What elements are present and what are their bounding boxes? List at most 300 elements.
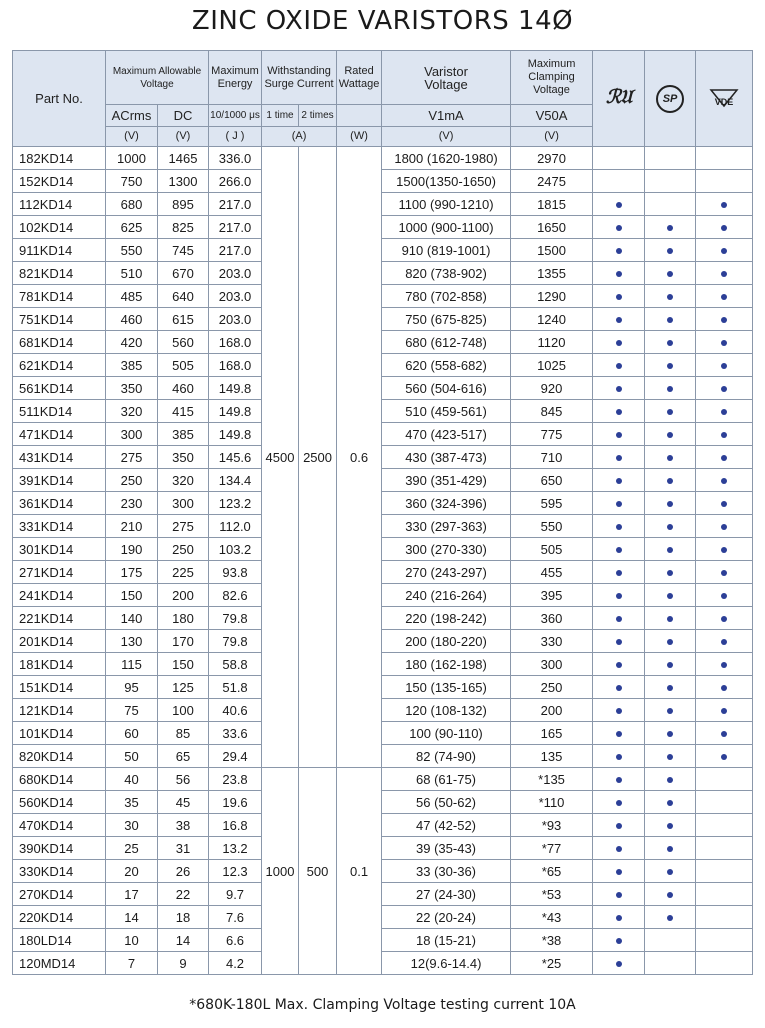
dc-value: 31 xyxy=(158,837,209,860)
acrms-value: 40 xyxy=(106,768,158,791)
part-number: 820KD14 xyxy=(13,745,106,768)
page-title: ZINC OXIDE VARISTORS 14Ø xyxy=(191,6,574,36)
ul-cert-cell xyxy=(593,906,645,929)
energy-value: 6.6 xyxy=(209,929,262,952)
energy-value: 16.8 xyxy=(209,814,262,837)
vde-cert-cell xyxy=(696,906,753,929)
part-number: 470KD14 xyxy=(13,814,106,837)
vde-cert-cell xyxy=(696,699,753,722)
surge-1-time-value: 4500 xyxy=(262,147,299,768)
part-number: 270KD14 xyxy=(13,883,106,906)
vde-cert-cell xyxy=(696,883,753,906)
certified-dot-icon xyxy=(667,708,673,714)
certified-dot-icon xyxy=(721,248,727,254)
v1ma-value: 200 (180-220) xyxy=(382,630,511,653)
acrms-value: 420 xyxy=(106,331,158,354)
header-acrms: ACrms xyxy=(106,105,158,127)
dc-value: 640 xyxy=(158,285,209,308)
vde-cert-cell xyxy=(696,584,753,607)
dc-value: 22 xyxy=(158,883,209,906)
certified-dot-icon xyxy=(616,961,622,967)
certified-dot-icon xyxy=(667,363,673,369)
energy-value: 203.0 xyxy=(209,308,262,331)
v1ma-value: 390 (351-429) xyxy=(382,469,511,492)
ul-cert-cell xyxy=(593,768,645,791)
certified-dot-icon xyxy=(616,846,622,852)
v1ma-value: 12(9.6-14.4) xyxy=(382,952,511,975)
dc-value: 9 xyxy=(158,952,209,975)
certified-dot-icon xyxy=(667,823,673,829)
v1ma-value: 1000 (900-1100) xyxy=(382,216,511,239)
acrms-value: 190 xyxy=(106,538,158,561)
header-unit: (V) xyxy=(158,127,209,147)
csa-logo-icon: SP xyxy=(656,85,684,113)
vde-logo-text: VDE xyxy=(714,97,734,107)
energy-value: 7.6 xyxy=(209,906,262,929)
header-max-allowable-voltage: Maximum Allowable Voltage xyxy=(106,51,209,105)
energy-value: 134.4 xyxy=(209,469,262,492)
certified-dot-icon xyxy=(616,386,622,392)
vde-cert-cell xyxy=(696,538,753,561)
csa-cert-cell xyxy=(645,170,696,193)
table-row xyxy=(13,699,753,722)
csa-cert-cell xyxy=(645,860,696,883)
table-row xyxy=(13,285,753,308)
v1ma-value: 100 (90-110) xyxy=(382,722,511,745)
v1ma-value: 27 (24-30) xyxy=(382,883,511,906)
header-one-time: 1 time xyxy=(262,105,299,127)
table-row xyxy=(13,331,753,354)
certified-dot-icon xyxy=(721,409,727,415)
certified-dot-icon xyxy=(721,317,727,323)
certified-dot-icon xyxy=(616,593,622,599)
csa-cert-cell xyxy=(645,745,696,768)
certified-dot-icon xyxy=(721,386,727,392)
energy-value: 266.0 xyxy=(209,170,262,193)
energy-value: 145.6 xyxy=(209,446,262,469)
acrms-value: 210 xyxy=(106,515,158,538)
dc-value: 56 xyxy=(158,768,209,791)
dc-value: 45 xyxy=(158,791,209,814)
energy-value: 93.8 xyxy=(209,561,262,584)
acrms-value: 550 xyxy=(106,239,158,262)
ul-cert-cell xyxy=(593,860,645,883)
csa-cert-cell xyxy=(645,952,696,975)
v50a-value: 200 xyxy=(511,699,593,722)
certified-dot-icon xyxy=(667,317,673,323)
acrms-value: 275 xyxy=(106,446,158,469)
certified-dot-icon xyxy=(667,869,673,875)
surge-1-time-value: 1000 xyxy=(262,768,299,975)
header-vde-cert xyxy=(696,51,753,147)
csa-cert-cell xyxy=(645,630,696,653)
ul-cert-cell xyxy=(593,676,645,699)
acrms-value: 625 xyxy=(106,216,158,239)
part-number: 102KD14 xyxy=(13,216,106,239)
header-v50a: V50A xyxy=(511,105,593,127)
energy-value: 79.8 xyxy=(209,630,262,653)
ul-cert-cell xyxy=(593,952,645,975)
table-row xyxy=(13,952,753,975)
energy-value: 149.8 xyxy=(209,423,262,446)
part-number: 821KD14 xyxy=(13,262,106,285)
v1ma-value: 150 (135-165) xyxy=(382,676,511,699)
ul-cert-cell xyxy=(593,837,645,860)
certified-dot-icon xyxy=(667,616,673,622)
table-row xyxy=(13,400,753,423)
certified-dot-icon xyxy=(616,409,622,415)
header-withstanding-surge: Withstanding Surge Current xyxy=(262,51,337,105)
v50a-value: 2475 xyxy=(511,170,593,193)
header-unit: (V) xyxy=(382,127,511,147)
dc-value: 300 xyxy=(158,492,209,515)
acrms-value: 150 xyxy=(106,584,158,607)
certified-dot-icon xyxy=(616,294,622,300)
certified-dot-icon xyxy=(616,317,622,323)
certified-dot-icon xyxy=(616,823,622,829)
v50a-value: 2970 xyxy=(511,147,593,170)
v50a-value: 550 xyxy=(511,515,593,538)
part-number: 101KD14 xyxy=(13,722,106,745)
vde-cert-cell xyxy=(696,216,753,239)
csa-cert-cell xyxy=(645,147,696,170)
vde-cert-cell xyxy=(696,331,753,354)
part-number: 681KD14 xyxy=(13,331,106,354)
energy-value: 168.0 xyxy=(209,354,262,377)
csa-cert-cell xyxy=(645,584,696,607)
vde-cert-cell xyxy=(696,676,753,699)
ul-cert-cell xyxy=(593,561,645,584)
certified-dot-icon xyxy=(667,340,673,346)
v50a-value: *53 xyxy=(511,883,593,906)
v50a-value: 330 xyxy=(511,630,593,653)
ul-cert-cell xyxy=(593,584,645,607)
ul-cert-cell xyxy=(593,492,645,515)
v50a-value: 650 xyxy=(511,469,593,492)
table-row xyxy=(13,584,753,607)
table-row xyxy=(13,676,753,699)
dc-value: 385 xyxy=(158,423,209,446)
table-row xyxy=(13,193,753,216)
energy-value: 112.0 xyxy=(209,515,262,538)
certified-dot-icon xyxy=(721,593,727,599)
v1ma-value: 1500(1350-1650) xyxy=(382,170,511,193)
csa-cert-cell xyxy=(645,653,696,676)
v50a-value: *77 xyxy=(511,837,593,860)
part-number: 560KD14 xyxy=(13,791,106,814)
v1ma-value: 1800 (1620-1980) xyxy=(382,147,511,170)
ul-cert-cell xyxy=(593,722,645,745)
v1ma-value: 780 (702-858) xyxy=(382,285,511,308)
vde-cert-cell xyxy=(696,170,753,193)
ul-cert-cell xyxy=(593,239,645,262)
ul-cert-cell xyxy=(593,883,645,906)
header-rated-wattage: Rated Wattage xyxy=(337,51,382,105)
certified-dot-icon xyxy=(616,662,622,668)
certified-dot-icon xyxy=(721,639,727,645)
header-v1ma: V1mA xyxy=(382,105,511,127)
dc-value: 225 xyxy=(158,561,209,584)
certified-dot-icon xyxy=(667,731,673,737)
v50a-value: 1815 xyxy=(511,193,593,216)
csa-cert-cell xyxy=(645,699,696,722)
acrms-value: 7 xyxy=(106,952,158,975)
acrms-value: 30 xyxy=(106,814,158,837)
header-unit: (A) xyxy=(262,127,337,147)
vde-cert-cell xyxy=(696,952,753,975)
certified-dot-icon xyxy=(667,524,673,530)
ul-cert-cell xyxy=(593,400,645,423)
dc-value: 350 xyxy=(158,446,209,469)
dc-value: 180 xyxy=(158,607,209,630)
vde-cert-cell xyxy=(696,860,753,883)
dc-value: 100 xyxy=(158,699,209,722)
vde-cert-cell xyxy=(696,469,753,492)
ul-cert-cell xyxy=(593,170,645,193)
csa-cert-cell xyxy=(645,837,696,860)
certified-dot-icon xyxy=(667,777,673,783)
ul-cert-cell xyxy=(593,814,645,837)
table-row xyxy=(13,446,753,469)
table-row xyxy=(13,308,753,331)
table-row xyxy=(13,745,753,768)
certified-dot-icon xyxy=(667,432,673,438)
certified-dot-icon xyxy=(616,777,622,783)
acrms-value: 175 xyxy=(106,561,158,584)
table-row xyxy=(13,906,753,929)
table-row xyxy=(13,469,753,492)
certified-dot-icon xyxy=(721,616,727,622)
v50a-value: 710 xyxy=(511,446,593,469)
v1ma-value: 180 (162-198) xyxy=(382,653,511,676)
acrms-value: 10 xyxy=(106,929,158,952)
table-body xyxy=(13,147,753,975)
certified-dot-icon xyxy=(667,478,673,484)
acrms-value: 460 xyxy=(106,308,158,331)
energy-value: 149.8 xyxy=(209,377,262,400)
certified-dot-icon xyxy=(616,869,622,875)
dc-value: 275 xyxy=(158,515,209,538)
table-row xyxy=(13,354,753,377)
ul-cert-cell xyxy=(593,469,645,492)
v1ma-value: 220 (198-242) xyxy=(382,607,511,630)
header-csa-cert xyxy=(645,51,696,147)
v1ma-value: 56 (50-62) xyxy=(382,791,511,814)
csa-cert-cell xyxy=(645,791,696,814)
vde-cert-cell xyxy=(696,285,753,308)
v50a-value: 395 xyxy=(511,584,593,607)
dc-value: 150 xyxy=(158,653,209,676)
vde-cert-cell xyxy=(696,446,753,469)
csa-cert-cell xyxy=(645,377,696,400)
certified-dot-icon xyxy=(616,363,622,369)
certified-dot-icon xyxy=(616,915,622,921)
table-row xyxy=(13,515,753,538)
vde-cert-cell xyxy=(696,193,753,216)
certified-dot-icon xyxy=(667,754,673,760)
vde-cert-cell xyxy=(696,262,753,285)
csa-cert-cell xyxy=(645,906,696,929)
varistor-table xyxy=(12,50,753,975)
v50a-value: 1355 xyxy=(511,262,593,285)
table-row xyxy=(13,814,753,837)
v1ma-value: 22 (20-24) xyxy=(382,906,511,929)
energy-value: 13.2 xyxy=(209,837,262,860)
energy-value: 149.8 xyxy=(209,400,262,423)
csa-cert-cell xyxy=(645,400,696,423)
v1ma-value: 300 (270-330) xyxy=(382,538,511,561)
certified-dot-icon xyxy=(616,938,622,944)
acrms-value: 60 xyxy=(106,722,158,745)
part-number: 120MD14 xyxy=(13,952,106,975)
table-row xyxy=(13,538,753,561)
header-unit: (W) xyxy=(337,127,382,147)
v50a-value: *135 xyxy=(511,768,593,791)
part-number: 511KD14 xyxy=(13,400,106,423)
part-number: 391KD14 xyxy=(13,469,106,492)
v1ma-value: 620 (558-682) xyxy=(382,354,511,377)
acrms-value: 25 xyxy=(106,837,158,860)
table-row xyxy=(13,653,753,676)
dc-value: 200 xyxy=(158,584,209,607)
certified-dot-icon xyxy=(721,501,727,507)
ul-cert-cell xyxy=(593,285,645,308)
acrms-value: 75 xyxy=(106,699,158,722)
table-row xyxy=(13,423,753,446)
dc-value: 895 xyxy=(158,193,209,216)
certified-dot-icon xyxy=(616,547,622,553)
table-row xyxy=(13,860,753,883)
part-number: 152KD14 xyxy=(13,170,106,193)
certified-dot-icon xyxy=(616,202,622,208)
v1ma-value: 910 (819-1001) xyxy=(382,239,511,262)
certified-dot-icon xyxy=(616,708,622,714)
v1ma-value: 680 (612-748) xyxy=(382,331,511,354)
part-number: 361KD14 xyxy=(13,492,106,515)
certified-dot-icon xyxy=(616,639,622,645)
table-row xyxy=(13,837,753,860)
acrms-value: 95 xyxy=(106,676,158,699)
part-number: 271KD14 xyxy=(13,561,106,584)
part-number: 621KD14 xyxy=(13,354,106,377)
certified-dot-icon xyxy=(616,616,622,622)
energy-value: 29.4 xyxy=(209,745,262,768)
ul-cert-cell xyxy=(593,699,645,722)
vde-cert-cell xyxy=(696,929,753,952)
certified-dot-icon xyxy=(721,478,727,484)
part-number: 301KD14 xyxy=(13,538,106,561)
v1ma-value: 750 (675-825) xyxy=(382,308,511,331)
energy-value: 19.6 xyxy=(209,791,262,814)
csa-cert-cell xyxy=(645,354,696,377)
csa-cert-cell xyxy=(645,607,696,630)
energy-value: 103.2 xyxy=(209,538,262,561)
table-row xyxy=(13,239,753,262)
ul-cert-cell xyxy=(593,630,645,653)
dc-value: 670 xyxy=(158,262,209,285)
certified-dot-icon xyxy=(616,478,622,484)
acrms-value: 20 xyxy=(106,860,158,883)
table-row xyxy=(13,262,753,285)
ul-cert-cell xyxy=(593,929,645,952)
certified-dot-icon xyxy=(667,593,673,599)
certified-dot-icon xyxy=(721,340,727,346)
part-number: 151KD14 xyxy=(13,676,106,699)
certified-dot-icon xyxy=(667,570,673,576)
header-part-no: Part No. xyxy=(13,51,106,147)
table-row xyxy=(13,377,753,400)
part-number: 331KD14 xyxy=(13,515,106,538)
v50a-value: 1500 xyxy=(511,239,593,262)
v50a-value: 165 xyxy=(511,722,593,745)
energy-value: 79.8 xyxy=(209,607,262,630)
acrms-value: 115 xyxy=(106,653,158,676)
header-ul-cert xyxy=(593,51,645,147)
v1ma-value: 270 (243-297) xyxy=(382,561,511,584)
energy-value: 9.7 xyxy=(209,883,262,906)
table-row xyxy=(13,768,753,791)
vde-cert-cell xyxy=(696,791,753,814)
header-unit: (V) xyxy=(511,127,593,147)
csa-cert-cell xyxy=(645,193,696,216)
v1ma-value: 33 (30-36) xyxy=(382,860,511,883)
certified-dot-icon xyxy=(721,202,727,208)
dc-value: 250 xyxy=(158,538,209,561)
vde-cert-cell xyxy=(696,423,753,446)
dc-value: 26 xyxy=(158,860,209,883)
v50a-value: 1650 xyxy=(511,216,593,239)
part-number: 201KD14 xyxy=(13,630,106,653)
csa-cert-cell xyxy=(645,469,696,492)
v50a-value: *43 xyxy=(511,906,593,929)
certified-dot-icon xyxy=(667,225,673,231)
vde-cert-cell xyxy=(696,492,753,515)
certified-dot-icon xyxy=(721,547,727,553)
part-number: 751KD14 xyxy=(13,308,106,331)
csa-cert-cell xyxy=(645,929,696,952)
v1ma-value: 240 (216-264) xyxy=(382,584,511,607)
header-varistor-voltage: Varistor Voltage xyxy=(382,51,511,105)
ul-cert-cell xyxy=(593,607,645,630)
certified-dot-icon xyxy=(721,708,727,714)
ul-cert-cell xyxy=(593,515,645,538)
certified-dot-icon xyxy=(721,685,727,691)
table-row xyxy=(13,216,753,239)
certified-dot-icon xyxy=(616,271,622,277)
ul-logo-icon: ℛ𝔘 xyxy=(605,85,632,108)
v50a-value: *65 xyxy=(511,860,593,883)
v1ma-value: 39 (35-43) xyxy=(382,837,511,860)
certified-dot-icon xyxy=(721,294,727,300)
energy-value: 23.8 xyxy=(209,768,262,791)
v50a-value: 455 xyxy=(511,561,593,584)
table-row xyxy=(13,630,753,653)
certified-dot-icon xyxy=(667,386,673,392)
part-number: 680KD14 xyxy=(13,768,106,791)
csa-cert-cell xyxy=(645,446,696,469)
v1ma-value: 510 (459-561) xyxy=(382,400,511,423)
energy-value: 40.6 xyxy=(209,699,262,722)
ul-cert-cell xyxy=(593,791,645,814)
certified-dot-icon xyxy=(721,455,727,461)
dc-value: 320 xyxy=(158,469,209,492)
part-number: 911KD14 xyxy=(13,239,106,262)
vde-cert-cell xyxy=(696,630,753,653)
ul-cert-cell xyxy=(593,653,645,676)
certified-dot-icon xyxy=(616,570,622,576)
v50a-value: *38 xyxy=(511,929,593,952)
table-header xyxy=(13,51,753,147)
